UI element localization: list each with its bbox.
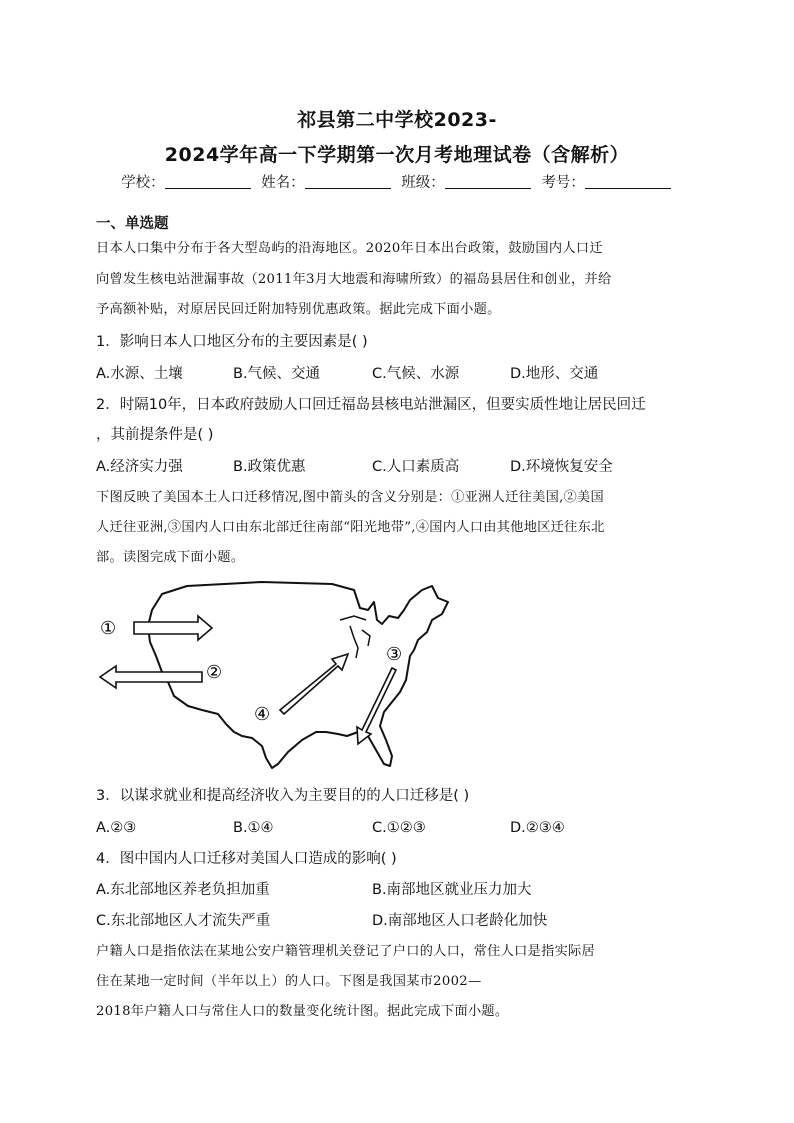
section-title: 一、单选题 [96,216,169,232]
q2-option-d[interactable]: D.环境恢复安全 [510,459,613,475]
q1-option-a[interactable]: A.水源、土壤 [96,366,183,382]
name-blank[interactable] [305,174,391,189]
map-label-1: ① [100,618,117,639]
exam-number-blank[interactable] [585,174,671,189]
passage2-line2: 人迁往亚洲,③国内人口由东北部迁往南部“阳光地带”,④国内人口由其他地区迁往东北 [96,520,605,535]
school-field[interactable] [121,171,253,192]
q3-option-a[interactable]: A.②③ [96,820,137,836]
name-label: 姓名： [261,175,305,191]
arrow-1-icon [134,616,212,640]
passage2-line1: 下图反映了美国本土人口迁移情况,图中箭头的含义分别是：①亚洲人迁往美国,②美国 [96,490,605,505]
class-blank[interactable] [445,174,531,189]
exam-title-line1: 祁县第二中学校2023- [297,109,497,131]
passage1-line3: 予高额补贴，对原居民回迁附加特别优惠政策。据此完成下面小题。 [96,302,501,317]
arrow-4-icon [280,654,348,714]
arrow-2-icon [100,666,202,688]
school-label: 学校： [121,175,165,191]
passage2-line3: 部。读图完成下面小题。 [96,550,245,565]
q3-option-d[interactable]: D.②③④ [510,820,565,836]
passage3-line2: 住在某地一定时间（半年以上）的人口。下图是我国某市2002— [96,974,482,989]
student-info-row [0,171,794,192]
q4-option-c[interactable]: C.东北部地区人才流失严重 [96,913,271,929]
passage3-line3: 2018年户籍人口与常住人口的数量变化统计图。据此完成下面小题。 [96,1004,509,1019]
map-label-2: ② [206,662,223,683]
exam-number-field[interactable] [541,171,673,192]
passage1-line1: 日本人口集中分布于各大型岛屿的沿海地区。2020年日本出台政策，鼓励国内人口迁 [96,241,603,256]
q2-option-a[interactable]: A.经济实力强 [96,459,183,475]
q1-stem: 1．影响日本人口地区分布的主要因素是( ) [96,334,368,350]
q4-option-a[interactable]: A.东北部地区养老负担加重 [96,882,270,898]
usa-migration-map [92,580,462,780]
class-field[interactable] [401,171,533,192]
q4-option-d[interactable]: D.南部地区人口老龄化加快 [372,913,548,929]
q1-option-c[interactable]: C.气候、水源 [372,366,460,382]
q4-option-b[interactable]: B.南部地区就业压力加大 [372,882,532,898]
q1-option-b[interactable]: B.气候、交通 [233,366,321,382]
q2-stem-line1: 2．时隔10年，日本政府鼓励人口回迁福岛县核电站泄漏区，但要实质性地让居民回迁 [96,397,646,413]
exam-number-label: 考号： [541,175,585,191]
exam-title-line2: 2024学年高一下学期第一次月考地理试卷（含解析） [164,144,630,166]
q3-stem: 3．以谋求就业和提高经济收入为主要目的的人口迁移是( ) [96,788,470,804]
class-label: 班级： [401,175,445,191]
map-label-4: ④ [254,704,271,725]
q4-stem: 4．图中国内人口迁移对美国人口造成的影响( ) [96,851,397,867]
map-label-3: ③ [386,644,403,665]
name-field[interactable] [261,171,393,192]
q2-option-b[interactable]: B.政策优惠 [233,459,306,475]
q3-option-c[interactable]: C.①②③ [372,820,426,836]
great-lakes [340,616,370,658]
passage3-line1: 户籍人口是指依法在某地公安户籍管理机关登记了户口的人口，常住人口是指实际居 [96,944,596,959]
q3-option-b[interactable]: B.①④ [233,820,274,836]
school-blank[interactable] [165,174,251,189]
q1-option-d[interactable]: D.地形、交通 [510,366,599,382]
passage1-line2: 向曾发生核电站泄漏事故（2011年3月大地震和海啸所致）的福岛县居住和创业，并给 [96,272,612,287]
arrow-3-icon [357,668,396,744]
q2-option-c[interactable]: C.人口素质高 [372,459,460,475]
q2-stem-line2: ，其前提条件是( ) [96,427,214,443]
